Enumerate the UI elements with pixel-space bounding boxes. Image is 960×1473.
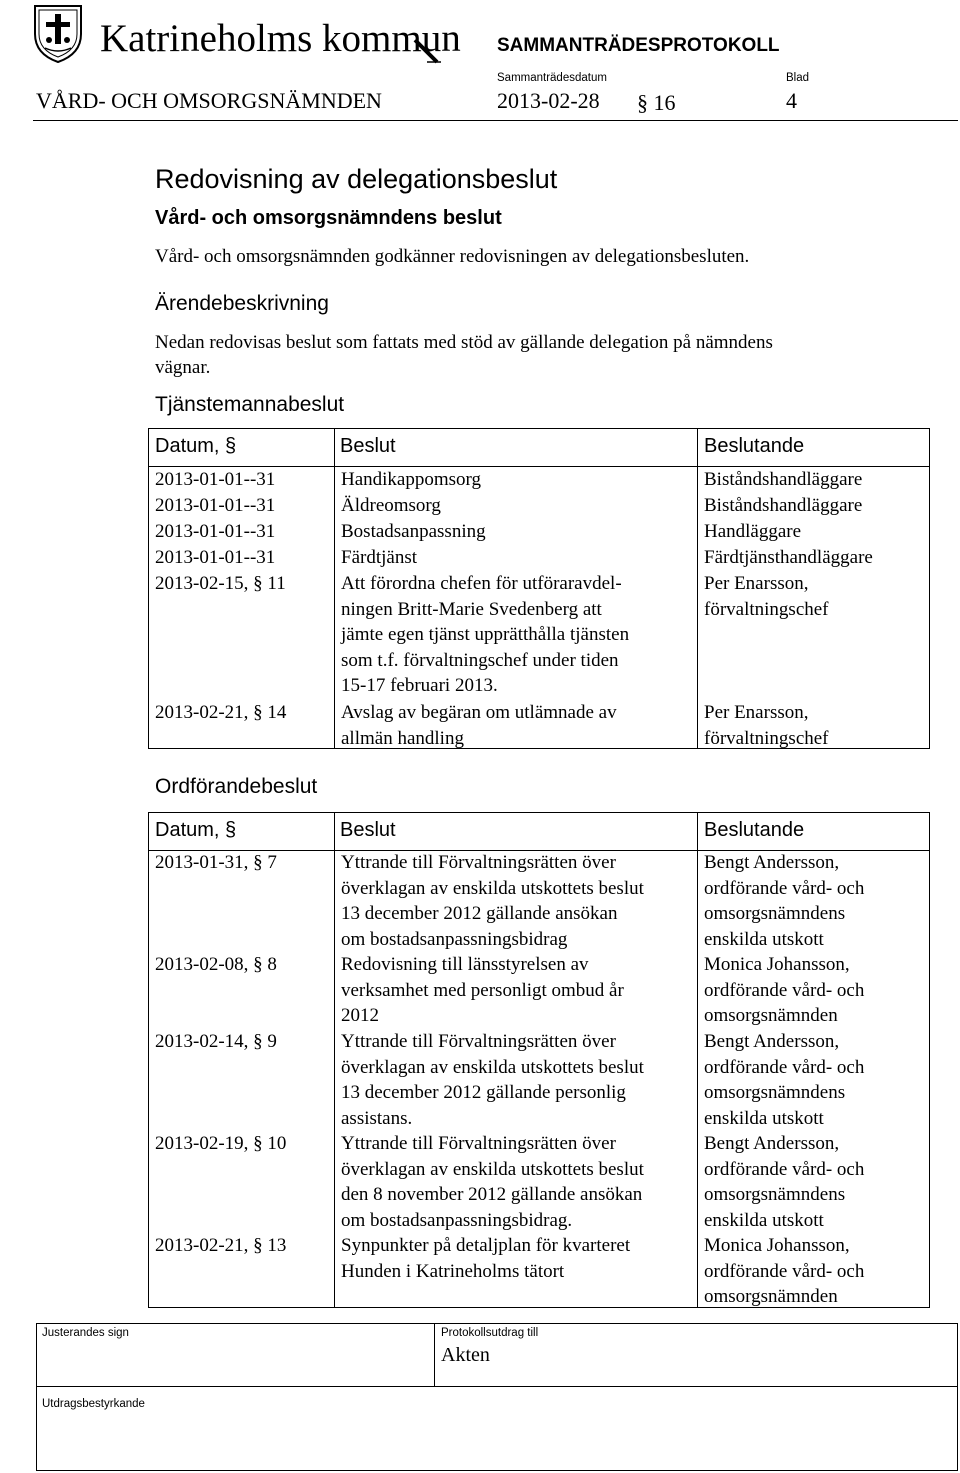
cell-decision <box>341 850 644 952</box>
cell-line: den 8 november 2012 gällande ansökan <box>341 1184 643 1205</box>
page-label: Blad <box>786 72 810 84</box>
cell-line: omsorgsnämndens <box>704 903 846 924</box>
cell-line: Färdtjänsthandläggare <box>704 547 873 568</box>
cell-line: ordförande vård- och <box>704 1056 865 1078</box>
cell-line: Färdtjänst <box>341 547 417 568</box>
table-header <box>149 429 929 467</box>
cell-line: ordförande vård- och <box>704 979 865 1001</box>
cell-line: allmän handling <box>341 727 464 749</box>
decision-heading: Vård- och omsorgsnämndens beslut <box>155 207 502 229</box>
cell-line: överklagan av enskilda utskottets beslut <box>341 1056 644 1078</box>
cell-decision <box>341 1233 630 1284</box>
cell-decision <box>341 519 486 545</box>
cell-line: Monica Johansson, <box>704 954 850 975</box>
cell-line: Avslag av begäran om utlämnade av <box>341 702 617 723</box>
cell-date: 2013-01-31, § 7 <box>155 852 277 873</box>
cell-line: förvaltningschef <box>704 727 829 749</box>
cell-line: Hunden i Katrineholms tätort <box>341 1260 565 1282</box>
cell-line: 13 december 2012 gällande ansökan <box>341 903 618 924</box>
meeting-date-label: Sammanträdesdatum <box>497 72 607 84</box>
cell-decision <box>341 467 481 493</box>
cell-line: som t.f. förvaltningschef under tiden <box>341 649 619 671</box>
cell-line: Biståndshandläggare <box>704 469 863 490</box>
cell-date: 2013-01-01--31 <box>155 469 276 490</box>
cell-line: enskilda utskott <box>704 1209 824 1231</box>
column-divider <box>697 813 698 1307</box>
extract-to-label: Protokollsutdrag till <box>441 1327 539 1339</box>
cell-decision <box>341 493 441 519</box>
header-decider: Beslutande <box>704 819 805 841</box>
cell-decider <box>704 952 864 1029</box>
cell-decision <box>341 1131 644 1233</box>
cell-line: Äldreomsorg <box>341 495 441 516</box>
cell-line: Redovisning till länsstyrelsen av <box>341 954 589 975</box>
cell-line: Yttrande till Förvaltningsrätten över <box>341 1133 616 1154</box>
cell-decision <box>341 700 617 751</box>
cell-decider <box>704 850 864 952</box>
certify-label: Utdragsbestyrkande <box>42 1398 145 1410</box>
cell-line: enskilda utskott <box>704 928 824 950</box>
cell-decider <box>704 1131 864 1233</box>
cell-line: Bostadsanpassning <box>341 521 486 542</box>
cell-date: 2013-02-19, § 10 <box>155 1133 287 1154</box>
extract-to-value: Akten <box>441 1344 490 1366</box>
cell-line: Per Enarsson, <box>704 573 809 594</box>
page-title: Redovisning av delegationsbeslut <box>155 164 558 194</box>
cell-decider <box>704 519 801 545</box>
decision-text: Vård- och omsorgsnämnden godkänner redovisningen av delegationsbesluten. <box>155 246 750 267</box>
cell-line: 2012 <box>341 1005 379 1026</box>
column-divider <box>334 813 335 1307</box>
cell-line: enskilda utskott <box>704 1107 824 1129</box>
cell-line: omsorgsnämndens <box>704 1184 846 1205</box>
header-date: Datum, § <box>155 819 237 841</box>
cell-date: 2013-01-01--31 <box>155 495 276 516</box>
cell-decider <box>704 1233 864 1310</box>
cell-date: 2013-02-15, § 11 <box>155 573 286 594</box>
description-text: Nedan redovisas beslut som fattats med stöd av gällande delegation på nämndens vägnar. <box>155 332 773 378</box>
cell-decider <box>704 571 829 622</box>
committee-name: VÅRD- OCH OMSORGSNÄMNDEN <box>36 88 382 113</box>
cell-line: ordförande vård- och <box>704 1158 865 1180</box>
cell-line: 15-17 februari 2013. <box>341 675 498 696</box>
cell-line: verksamhet med personligt ombud år <box>341 979 624 1001</box>
header-decider: Beslutande <box>704 435 805 457</box>
table1-heading: Tjänstemannabeslut <box>155 393 345 416</box>
cell-line: om bostadsanpassningsbidrag <box>341 928 568 950</box>
table2-heading: Ordförandebeslut <box>155 775 318 798</box>
cell-line: överklagan av enskilda utskottets beslut <box>341 877 644 899</box>
wordmark-swoosh-icon <box>413 36 443 71</box>
header-decision: Beslut <box>340 819 396 841</box>
cell-line: om bostadsanpassningsbidrag. <box>341 1209 573 1231</box>
cell-line: omsorgsnämndens <box>704 1082 846 1103</box>
cell-line: Monica Johansson, <box>704 1235 850 1256</box>
table-header <box>149 813 929 851</box>
header-date: Datum, § <box>155 435 237 457</box>
meeting-date: 2013-02-28 <box>497 88 600 113</box>
cell-line: omsorgsnämnden <box>704 1286 838 1307</box>
org-name-wordmark: Katrineholms kommun <box>100 17 461 60</box>
cell-decider <box>704 467 862 493</box>
cell-line: Handikappomsorg <box>341 469 482 490</box>
cell-line: Att förordna chefen för utföraravdel- <box>341 573 622 594</box>
cell-date: 2013-02-21, § 13 <box>155 1235 287 1256</box>
justify-sign-label: Justerandes sign <box>42 1327 129 1339</box>
cell-decision <box>341 952 624 1029</box>
description-heading: Ärendebeskrivning <box>155 292 329 315</box>
paragraph-number: § 16 <box>637 90 676 115</box>
page-number: 4 <box>786 88 797 113</box>
cell-line: Per Enarsson, <box>704 702 809 723</box>
footer-divider <box>434 1324 435 1386</box>
cell-line: 13 december 2012 gällande personlig <box>341 1082 626 1103</box>
cell-line: Yttrande till Förvaltningsrätten över <box>341 852 616 873</box>
column-divider <box>697 429 698 748</box>
cell-decision <box>341 545 417 571</box>
officials-decisions-table <box>148 428 930 749</box>
cell-line: överklagan av enskilda utskottets beslut <box>341 1158 644 1180</box>
cell-date: 2013-02-14, § 9 <box>155 1031 277 1052</box>
cell-decider <box>704 545 873 571</box>
cell-line: Biståndshandläggare <box>704 495 863 516</box>
cell-line: Synpunkter på detaljplan för kvarteret <box>341 1235 631 1256</box>
cell-line: Handläggare <box>704 521 802 542</box>
cell-line: Yttrande till Förvaltningsrätten över <box>341 1031 616 1052</box>
section-sign-icon: § <box>637 90 648 115</box>
cell-date: 2013-02-21, § 14 <box>155 702 287 723</box>
cell-date: 2013-01-01--31 <box>155 521 276 542</box>
cell-line: jämte egen tjänst upprätthålla tjänsten <box>341 624 630 645</box>
cell-decision <box>341 571 629 699</box>
column-divider <box>334 429 335 748</box>
municipality-crest-logo <box>33 4 83 64</box>
cell-decision <box>341 1029 644 1131</box>
footer-box <box>36 1323 958 1471</box>
cell-line: omsorgsnämnden <box>704 1005 838 1026</box>
cell-line: assistans. <box>341 1107 413 1129</box>
chair-decisions-table <box>148 812 930 1308</box>
cell-decider <box>704 700 829 751</box>
header-decision: Beslut <box>340 435 396 457</box>
cell-decider <box>704 1029 864 1131</box>
footer-divider <box>37 1386 957 1387</box>
cell-decider <box>704 493 862 519</box>
document-type: SAMMANTRÄDESPROTOKOLL <box>497 35 780 56</box>
header-rule <box>33 120 958 121</box>
cell-line: ningen Britt-Marie Svedenberg att <box>341 598 602 620</box>
cell-line: ordförande vård- och <box>704 1260 865 1282</box>
cell-line: Bengt Andersson, <box>704 1031 840 1052</box>
cell-line: ordförande vård- och <box>704 877 865 899</box>
cell-line: förvaltningschef <box>704 598 829 620</box>
cell-line: Bengt Andersson, <box>704 852 840 873</box>
cell-date: 2013-02-08, § 8 <box>155 954 277 975</box>
cell-date: 2013-01-01--31 <box>155 547 276 568</box>
cell-line: Bengt Andersson, <box>704 1133 840 1154</box>
